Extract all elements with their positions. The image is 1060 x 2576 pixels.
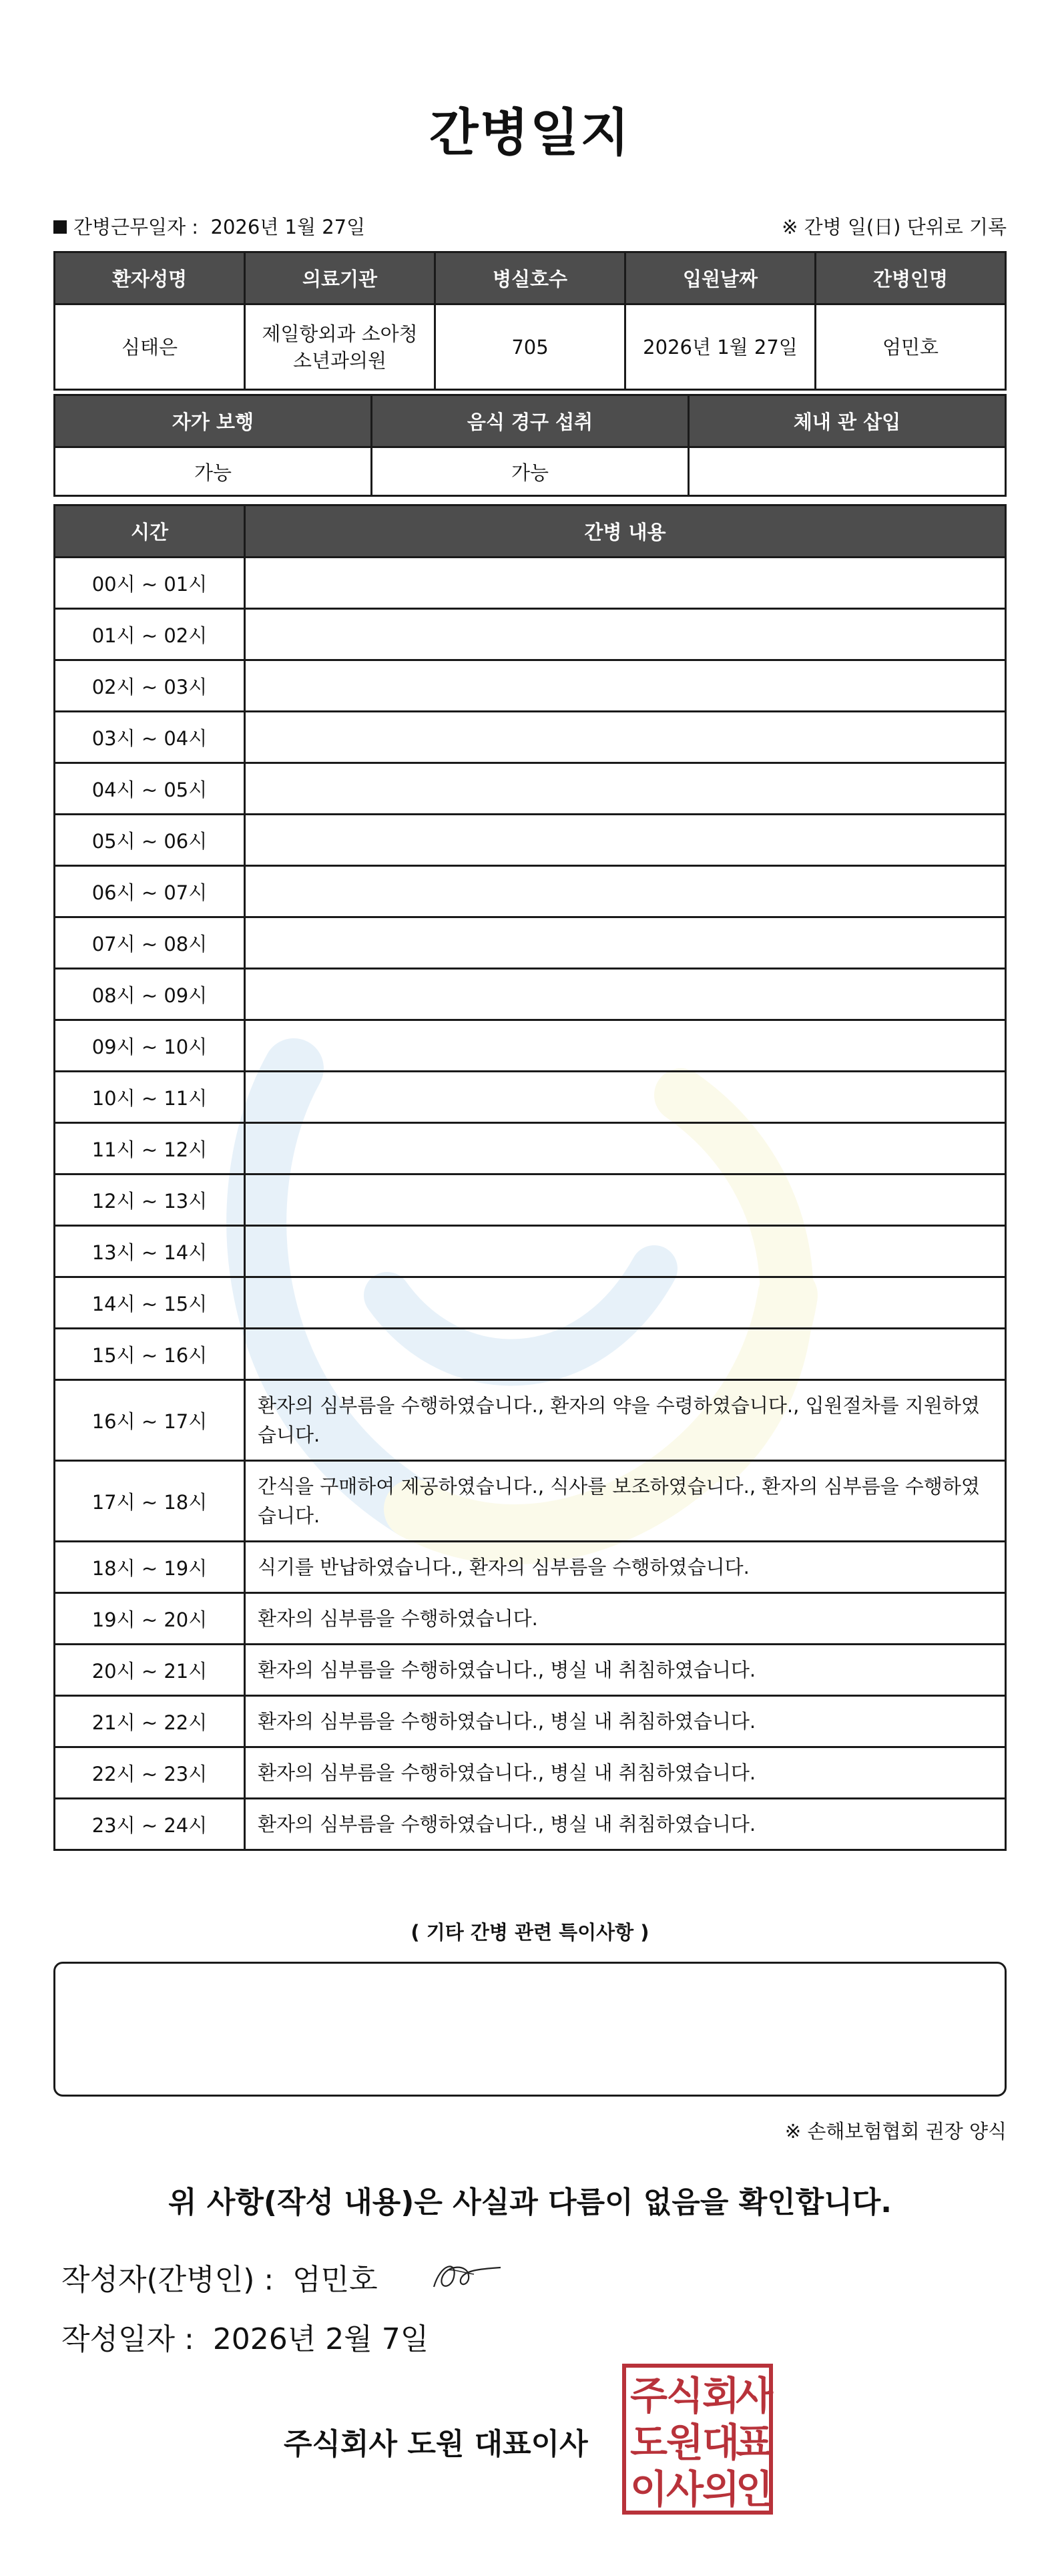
care-content <box>245 917 1006 969</box>
care-log-row <box>55 815 1006 866</box>
time-slot: 14시 ~ 15시 <box>55 1277 245 1329</box>
care-log-row <box>55 1542 1006 1593</box>
time-slot: 23시 ~ 24시 <box>55 1799 245 1850</box>
svg-text:의: 의 <box>702 2466 740 2512</box>
care-content <box>245 1226 1006 1277</box>
header-patient-name: 환자성명 <box>55 252 245 304</box>
time-slot: 16시 ~ 17시 <box>55 1380 245 1461</box>
room-number: 705 <box>435 304 625 390</box>
care-content <box>245 1329 1006 1380</box>
header-caregiver: 간병인명 <box>816 252 1006 304</box>
svg-text:회: 회 <box>702 2373 740 2418</box>
writer-name: 엄민호 <box>292 2263 378 2297</box>
care-content <box>245 1174 1006 1226</box>
patient-name: 심태은 <box>55 304 245 390</box>
care-log-row <box>55 1020 1006 1072</box>
care-log-row <box>55 1461 1006 1542</box>
care-content <box>245 712 1006 763</box>
hospital-line-1: 제일항외과 소아청 <box>262 322 418 345</box>
time-slot: 03시 ~ 04시 <box>55 712 245 763</box>
svg-text:표: 표 <box>735 2420 774 2465</box>
unit-note: ※ 간병 일(日) 단위로 기록 <box>782 216 1007 238</box>
care-content: 환자의 심부름을 수행하였습니다., 병실 내 취침하였습니다. <box>245 1747 1006 1799</box>
care-log-row <box>55 660 1006 712</box>
care-content <box>245 1277 1006 1329</box>
care-content <box>245 815 1006 866</box>
square-bullet-icon <box>53 220 67 234</box>
time-slot: 22시 ~ 23시 <box>55 1747 245 1799</box>
oral-intake-value: 가능 <box>372 447 689 496</box>
time-slot: 19시 ~ 20시 <box>55 1593 245 1645</box>
care-content: 식기를 반납하였습니다., 환자의 심부름을 수행하였습니다. <box>245 1542 1006 1593</box>
header-room: 병실호수 <box>435 252 625 304</box>
care-content <box>245 558 1006 609</box>
care-content <box>245 1072 1006 1123</box>
caregiver-name: 엄민호 <box>816 304 1006 390</box>
care-log-row <box>55 558 1006 609</box>
header-admit-date: 입원날짜 <box>625 252 816 304</box>
time-slot: 11시 ~ 12시 <box>55 1123 245 1174</box>
svg-text:이: 이 <box>629 2466 668 2512</box>
time-slot: 13시 ~ 14시 <box>55 1226 245 1277</box>
care-log-row <box>55 1123 1006 1174</box>
time-slot: 01시 ~ 02시 <box>55 609 245 660</box>
care-log-row <box>55 1799 1006 1850</box>
care-log-row <box>55 917 1006 969</box>
work-date-value: 2026년 1월 27일 <box>210 216 366 238</box>
svg-text:원: 원 <box>666 2420 704 2465</box>
care-content <box>245 660 1006 712</box>
self-walking-value: 가능 <box>55 447 372 496</box>
svg-text:사: 사 <box>735 2373 774 2418</box>
time-slot: 00시 ~ 01시 <box>55 558 245 609</box>
care-log-row <box>55 1696 1006 1747</box>
date-value: 2026년 2월 7일 <box>212 2322 429 2356</box>
tube-insertion-value <box>689 447 1006 496</box>
care-log-row <box>55 1277 1006 1329</box>
header-hospital: 의료기관 <box>245 252 435 304</box>
time-slot: 12시 ~ 13시 <box>55 1174 245 1226</box>
care-log-row <box>55 866 1006 917</box>
time-slot: 18시 ~ 19시 <box>55 1542 245 1593</box>
time-slot: 20시 ~ 21시 <box>55 1645 245 1696</box>
care-log-row <box>55 609 1006 660</box>
header-tube-insertion: 체내 관 삽입 <box>689 395 1006 447</box>
header-oral-intake: 음식 경구 섭취 <box>372 395 689 447</box>
work-date-label: 간병근무일자 : <box>73 216 199 238</box>
care-content <box>245 1123 1006 1174</box>
admit-date: 2026년 1월 27일 <box>625 304 816 390</box>
care-log-body <box>55 558 1006 1850</box>
company-representative: 주식회사 도원 대표이사 <box>284 2427 588 2461</box>
date-line <box>61 2315 429 2358</box>
hospital-name <box>245 304 435 390</box>
svg-text:도: 도 <box>629 2420 668 2465</box>
writer-label: 작성자(간병인) : <box>61 2263 274 2297</box>
care-content: 환자의 심부름을 수행하였습니다. <box>245 1593 1006 1645</box>
time-slot: 09시 ~ 10시 <box>55 1020 245 1072</box>
form-note: ※ 손해보험협회 권장 양식 <box>784 2120 1007 2143</box>
time-slot: 05시 ~ 06시 <box>55 815 245 866</box>
care-log-row <box>55 969 1006 1020</box>
care-content <box>245 763 1006 815</box>
care-log-row <box>55 763 1006 815</box>
notes-label: ( 기타 간병 관련 특이사항 ) <box>411 1921 649 1944</box>
time-slot: 07시 ~ 08시 <box>55 917 245 969</box>
writer-line <box>61 2256 378 2298</box>
care-content <box>245 609 1006 660</box>
care-log-row <box>55 1593 1006 1645</box>
care-content <box>245 866 1006 917</box>
care-content: 환자의 심부름을 수행하였습니다., 병실 내 취침하였습니다. <box>245 1645 1006 1696</box>
care-content: 환자의 심부름을 수행하였습니다., 환자의 약을 수령하였습니다., 입원절차를 지원하였습니다. <box>245 1380 1006 1461</box>
care-log-row <box>55 1226 1006 1277</box>
header-care-content: 간병 내용 <box>245 505 1006 558</box>
time-slot: 04시 ~ 05시 <box>55 763 245 815</box>
care-log-row <box>55 1329 1006 1380</box>
care-content: 환자의 심부름을 수행하였습니다., 병실 내 취침하였습니다. <box>245 1799 1006 1850</box>
patient-info-table <box>53 251 1007 391</box>
time-slot: 21시 ~ 22시 <box>55 1696 245 1747</box>
care-content: 간식을 구매하여 제공하였습니다., 식사를 보조하였습니다., 환자의 심부름을 수행하였습니다. <box>245 1461 1006 1542</box>
time-slot: 10시 ~ 11시 <box>55 1072 245 1123</box>
svg-text:대: 대 <box>702 2420 740 2465</box>
time-slot: 17시 ~ 18시 <box>55 1461 245 1542</box>
confirmation-statement: 위 사항(작성 내용)은 사실과 다름이 없음을 확인합니다. <box>168 2185 892 2219</box>
care-log-row <box>55 1645 1006 1696</box>
time-slot: 15시 ~ 16시 <box>55 1329 245 1380</box>
notes-box <box>53 1962 1007 2097</box>
svg-text:사: 사 <box>666 2466 704 2512</box>
care-content <box>245 1020 1006 1072</box>
signature-image <box>427 2250 507 2297</box>
header-time: 시간 <box>55 505 245 558</box>
care-log-row <box>55 1747 1006 1799</box>
care-log-row <box>55 1072 1006 1123</box>
time-slot: 06시 ~ 07시 <box>55 866 245 917</box>
header-self-walking: 자가 보행 <box>55 395 372 447</box>
care-content: 환자의 심부름을 수행하였습니다., 병실 내 취침하였습니다. <box>245 1696 1006 1747</box>
care-log-table <box>53 504 1007 1851</box>
patient-status-table <box>53 394 1007 497</box>
time-slot: 02시 ~ 03시 <box>55 660 245 712</box>
svg-text:주: 주 <box>629 2373 668 2418</box>
svg-text:인: 인 <box>735 2466 774 2512</box>
hospital-line-2: 소년과의원 <box>292 349 387 372</box>
document-title: 간병일지 <box>429 103 631 162</box>
date-label: 작성일자 : <box>61 2322 194 2356</box>
care-log-row <box>55 1380 1006 1461</box>
svg-text:식: 식 <box>666 2373 704 2418</box>
company-seal-stamp <box>621 2362 774 2516</box>
time-slot: 08시 ~ 09시 <box>55 969 245 1020</box>
care-log-row <box>55 1174 1006 1226</box>
care-content <box>245 969 1006 1020</box>
care-log-row <box>55 712 1006 763</box>
work-date-line <box>53 212 365 240</box>
